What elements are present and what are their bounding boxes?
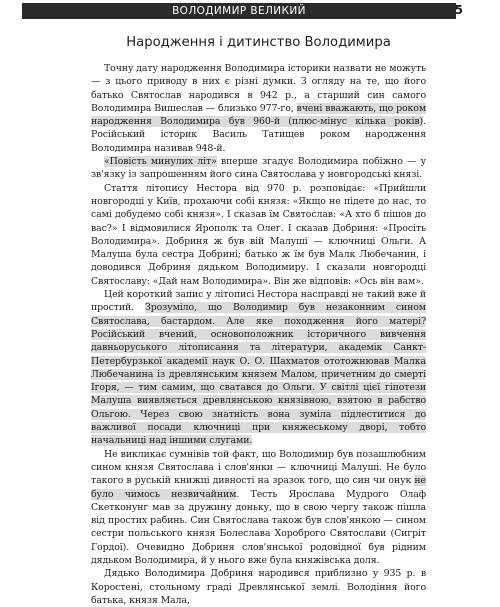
chapter-heading: Народження і дитинство Володимира	[126, 35, 391, 50]
paragraph	[91, 288, 426, 448]
text-run: Точну дату народження Володимира історики назвати не можуть — з цього приводу в них є різні думки. З огляду на те, що його батько Святослав народився в 942 р., а старший син самого Володимира Вишеслав — близько 977-го,	[91, 63, 426, 114]
text-run: вперше згадує Володимира побіжно — у зв'язку із запрошенням його сина Святослава у новгородські князі.	[91, 156, 426, 181]
highlighted-text: Зрозуміло, що Володимир був незаконним сином Святослава, бастардом. Але яке походження його матері? Російський вчений, основоположник історичного вивчення давньоруського літописання та літератури, академік Санкт-Петербурзької академії наук О. О. Шахматов ототожнював Малка Любечанина із древлянським князем Малом, причетним до смерті Ігоря, — тим самим, що сватався до Ольги. У світлі цієї гіпотези Малуша виявляється древлянською князівною, взятою в рабство Ольгою. Через свою знатність вона зуміла підлеститися до важливої посади ключниці при княжеському дворі, тобто начальниці над іншими слугами.	[91, 302, 426, 447]
text-run: Дядько Володимира Добриня народився приблизно у 935 р. в Коростені, стольному граді Древлянської землі. Володіння його батька, князя Мала,	[91, 568, 426, 606]
header-bar	[22, 3, 456, 19]
running-title: ВОЛОДИМИР ВЕЛИКИЙ	[172, 5, 306, 17]
highlighted-text: «Повість минулих літ»	[104, 156, 217, 168]
running-header	[0, 0, 500, 19]
paragraph	[91, 155, 426, 182]
paragraph	[91, 448, 426, 568]
highlighted-text: не було чимось незвичайним	[91, 475, 426, 500]
paragraph	[91, 567, 426, 607]
text-run: . Тесть Ярослава Мудрого Олаф Скетконунг мав за дружину доньку, що в свою чергу також пішла від простих рабинь. Син Святослава також був слов'янкою — сином сестри польського князя Болеслава Хороброго Святослави (Сигріт Гордої). Очевидно Добриня слов'янської родовідної був рідним дядьком Володимира, й у нього вже була княжівська доля.	[91, 488, 426, 566]
page-number: 5	[454, 3, 463, 17]
text-run: Цей короткий запис у літописі Нестора насправді не такий вже й простий.	[91, 289, 426, 314]
text-run: . Російський історик Василь Татищев роком народження Володимира називав 948-й.	[91, 116, 426, 154]
page-body	[91, 25, 426, 607]
highlighted-text: вчені вважають, що роком народження Володимира був 960-й (плюс-мінус кілька років)	[91, 102, 427, 128]
paragraph	[91, 182, 426, 288]
text-run: Не викликає сумнівів той факт, що Володимир був позашлюбним сином князя Святослава і слов'янки — ключниці Малуші. Не було такого в руській книжці дивності на зразок того, що син чи онук	[91, 448, 426, 487]
paragraph	[91, 62, 426, 155]
text-run: Стаття літопису Нестора від 970 р. розповідає: «Прийшли новгородці у Київ, прохаючи собі князя: «Якщо не підете до нас, то самі добудемо собі князя». І сказав їм Святослав: «А хто б пішов до вас?» І відмовилися Ярополк та Олег. І сказав Добриня: «Просіть Володимира». Добриня ж був вій Малуші — ключниці Ольги. А Малуша була сестра Добрині; батько ж їм був Малк Любечанин, і доводився Добриня дядьком Володимиру. І сказали новгородці Святославу: «Дай нам Володимира». Він же відповів: «Ось він вам».	[91, 182, 426, 287]
paragraphs	[91, 62, 426, 607]
